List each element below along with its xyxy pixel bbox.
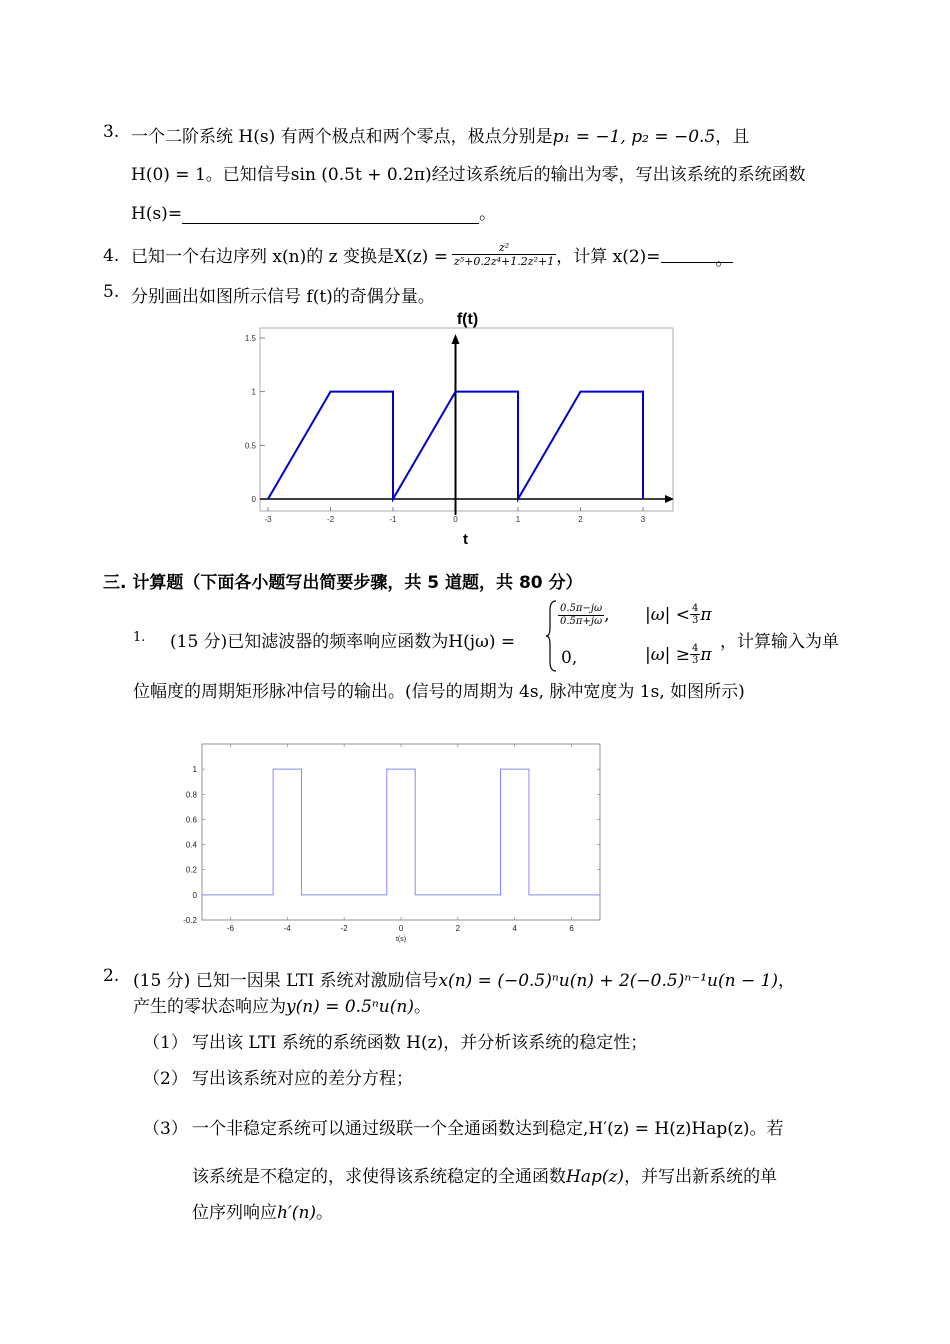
calc-2-line2 (133, 992, 431, 1017)
sub1-text: 写出该 LTI 系统的系统函数 H(z)，并分析该系统的稳定性； (192, 1033, 648, 1053)
x-tick-label: 6 (569, 924, 574, 933)
sub2-label: （2） (143, 1069, 188, 1089)
y-tick-label: 0.6 (185, 815, 197, 825)
plot-frame (202, 744, 600, 920)
x-tick-label: -6 (226, 924, 234, 933)
case2-condition (645, 643, 712, 666)
q3-signal-math: sin (0.5t + 0.2π) (290, 165, 432, 185)
question-3-number: 3. (103, 122, 120, 142)
case2-cond-text: |ω| ≥ (645, 644, 690, 665)
case2-pi: π (700, 644, 712, 665)
piecewise-brace (545, 600, 557, 672)
q4-frac-num: z² (452, 241, 556, 255)
c2-line2-b: 。 (413, 997, 431, 1017)
q3-line2-a: H(0) = 1。已知信号 (131, 165, 291, 185)
sub1-label: （1） (143, 1033, 188, 1053)
sub3-line2 (192, 1162, 777, 1187)
q4-fraction (452, 241, 556, 268)
question-3-line2 (131, 160, 806, 185)
y-tick-label: -0.2 (183, 916, 197, 925)
case2-value: 0, (561, 648, 578, 668)
c2-line1-a: (15 分) 已知一因果 LTI 系统对激励信号 (133, 971, 439, 991)
y-tick-label: 0.8 (185, 790, 197, 800)
c2-line2-a: 产生的零状态响应为 (133, 997, 286, 1017)
calc-2-number: 2. (103, 966, 120, 986)
x-tick-label: -2 (340, 924, 348, 933)
q3-period: 。 (479, 204, 497, 224)
y-tick-label: 1 (192, 765, 197, 775)
q3-text-b: ，且 (715, 127, 750, 147)
sub3-line2-b: ，并写出新系统的单 (624, 1167, 778, 1187)
case1-fraction: $\frac{0.5\pi-j\omega}{0.5\pi+j\omega}$ , (560, 603, 610, 627)
case1-cond-num: 4 (691, 603, 699, 614)
chart-title: f(t) (456, 311, 479, 328)
case1-cond-den: 3 (691, 615, 699, 626)
x-tick-label: 2 (578, 515, 583, 524)
question-3-line3 (131, 199, 496, 224)
sub3-allpass-math: Hap(z) (566, 1167, 625, 1187)
case1-cond-text: |ω| < (645, 604, 690, 625)
x-tick-label: 2 (455, 924, 461, 933)
y-tick-label: 0.2 (185, 865, 197, 875)
axis-arrow-up (452, 334, 460, 344)
c2-excitation-math: x(n) = (−0.5)ⁿu(n) + 2(−0.5)ⁿ⁻¹u(n − 1) (438, 971, 779, 991)
sub3-line1-a: 一个非稳定系统可以通过级联一个全通函数达到稳定, (192, 1119, 589, 1139)
q4-frac-den: z⁵+0.2z⁴+1.2z²+1 (453, 254, 555, 268)
sub3-line3-b: 。 (316, 1203, 334, 1223)
pulse-series-line (202, 769, 600, 895)
y-tick-label: 0 (192, 890, 197, 900)
x-tick-label: -4 (283, 924, 291, 933)
calc-2-line1 (133, 966, 795, 991)
calc-1-text-a: (15 分)已知滤波器的频率响应函数为H(jω) = (170, 632, 516, 652)
sub3-cascade-math: H′(z) = H(z)Hap(z) (588, 1119, 750, 1139)
y-tick-label: 0 (251, 495, 256, 504)
question-3-line1 (131, 122, 749, 147)
sub2-text: 写出该系统对应的差分方程； (192, 1069, 413, 1089)
question-4-line (131, 234, 733, 274)
y-tick-label: 0.4 (185, 840, 197, 850)
q3-poles-math: p₁ = −1, p₂ = −0.5 (552, 127, 716, 147)
x-tick-label: 3 (640, 515, 646, 524)
sub3-line1 (192, 1114, 783, 1139)
sub3-label: （3） (143, 1119, 188, 1139)
x-axis-label: t(s) (395, 936, 407, 943)
calc-1-line2: 位幅度的周期矩形脉冲信号的输出。(信号的周期为 4s, 脉冲宽度为 1s, 如图所示) (133, 682, 745, 702)
calc-1-number: 1. (133, 630, 146, 645)
case2-cond-num: 4 (691, 643, 699, 654)
q4-text-b: ，计算 x(2)= (556, 246, 661, 267)
y-tick-label: 1.5 (244, 334, 256, 343)
x-tick-label: 0 (453, 515, 458, 524)
case1-condition (645, 603, 712, 626)
x-tick-label: -2 (326, 515, 335, 524)
question-4-number: 4. (103, 246, 120, 266)
sub3-line1-b: 。若 (749, 1119, 784, 1139)
calc-1-text-b: ，计算输入为单 (720, 632, 839, 652)
sub3-line2-a: 该系统是不稳定的，求使得该系统稳定的全通函数 (192, 1167, 566, 1187)
x-tick-label: 0 (398, 924, 404, 933)
x-tick-label: 1 (515, 515, 521, 524)
question-5-number: 5. (103, 282, 120, 302)
sub3-unit-response-math: h′(n) (277, 1203, 317, 1223)
y-tick-label: 1 (251, 387, 256, 397)
q4-text-a: 已知一个右边序列 x(n)的 z 变换是X(z) = (131, 246, 448, 267)
case1-num: 0.5π−jω (560, 603, 603, 614)
case1-pi: π (700, 604, 712, 625)
q3-answer-blank[interactable] (182, 206, 479, 224)
q4-period: 。 (715, 250, 733, 270)
q4-answer-blank[interactable] (661, 245, 733, 270)
c2-line1-b: ， (778, 971, 796, 991)
section-3-heading: 三. 计算题（下面各小题写出简要步骤，共 5 道题，共 80 分） (103, 573, 583, 593)
x-tick-label: -3 (264, 515, 272, 524)
x-tick-label: 4 (512, 924, 517, 933)
c2-response-math: y(n) = 0.5ⁿu(n) (286, 997, 414, 1017)
q3-text-a: 一个二阶系统 H(s) 有两个极点和两个零点，极点分别是 (131, 127, 553, 147)
sub3-line3-a: 位序列响应 (192, 1203, 277, 1223)
x-tick-label: -1 (389, 515, 397, 524)
case2-cond-den: 3 (691, 655, 699, 666)
question-5-text: 分别画出如图所示信号 f(t)的奇偶分量。 (131, 287, 435, 307)
x-axis-label: t (463, 531, 468, 546)
pulse-train-chart (160, 738, 620, 948)
ft-signal-chart (230, 306, 690, 546)
q3-hs-label: H(s)= (131, 204, 183, 224)
sub3-line3 (192, 1198, 333, 1223)
q3-line2-b: 经过该系统后的输出为零，写出该系统的系统函数 (431, 165, 806, 185)
y-tick-label: 0.5 (244, 441, 256, 451)
plot-frame (260, 328, 673, 511)
case1-den: 0.5π+jω (560, 616, 603, 627)
